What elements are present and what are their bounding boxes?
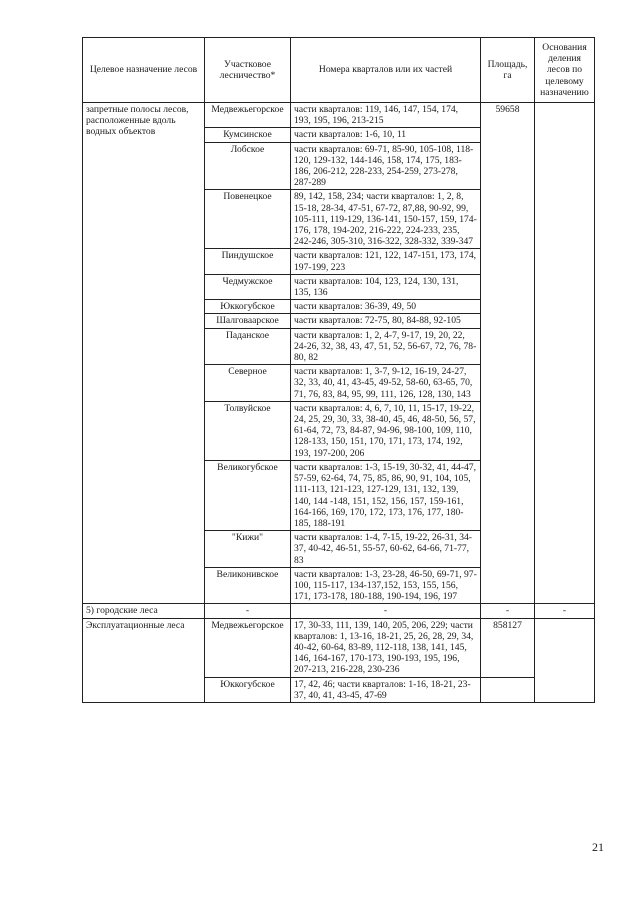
quarters-dash: - <box>291 604 481 618</box>
header-basis: Основания деления лесов по целевому назначению <box>535 38 595 103</box>
forestry-name: Чедмужское <box>205 274 291 299</box>
purpose-water-protection: запретные полосы лесов, расположенные вдоль водных объектов <box>83 103 205 604</box>
quarter-list: части кварталов: 1, 3-7, 9-12, 16-19, 24-27, 32, 33, 40, 41, 43-45, 49-52, 58-60, 63-65, 70, 71, 76, 83, 84, 95, 99, 111, 126, 128, 130, 143 <box>291 365 481 402</box>
quarter-list: части кварталов: 1-3, 15-19, 30-32, 41, 44-47, 57-59, 62-64, 74, 75, 85, 86, 90, 91, 104, 105, 111-113, 121-123, 127-129, 131, 132, 139, 140, 144 -148, 151, 152, 156, 157, 159-161, 164-166, 169, 170, 172, 173, 176, 177, 180-185, 188-191 <box>291 460 481 530</box>
quarter-list: части кварталов: 72-75, 80, 84-88, 92-105 <box>291 314 481 328</box>
forestry-name: Повенецкое <box>205 190 291 249</box>
purpose-exploitation: Эксплуатационные леса <box>83 618 205 702</box>
table-row <box>83 103 595 128</box>
quarter-list: части кварталов: 1, 2, 4-7, 9-17, 19, 20, 22, 24-26, 32, 38, 43, 47, 51, 52, 56-67, 72, 76, 78-80, 82 <box>291 328 481 365</box>
quarter-list: части кварталов: 36-39, 49, 50 <box>291 300 481 314</box>
forestry-name: Юккогубское <box>205 300 291 314</box>
forestry-name: Шалговаарское <box>205 314 291 328</box>
area-exploitation: 858127 <box>481 618 535 677</box>
quarter-list: части кварталов: 104, 123, 124, 130, 131, 135, 136 <box>291 274 481 299</box>
quarter-list: 17, 42, 46; части кварталов: 1-16, 18-21, 23-37, 40, 41, 43-45, 47-69 <box>291 677 481 702</box>
header-purpose: Целевое назначение лесов <box>83 38 205 103</box>
forestry-name: Кумсинское <box>205 128 291 142</box>
forestry-name: Толвуйское <box>205 401 291 460</box>
forestry-name: Паданское <box>205 328 291 365</box>
basis-dash: - <box>535 604 595 618</box>
forestry-name: "Кижи" <box>205 531 291 568</box>
table-row <box>83 618 595 677</box>
forest-purpose-table <box>82 37 595 703</box>
quarter-list: части кварталов: 121, 122, 147-151, 173, 174, 197-199, 223 <box>291 249 481 274</box>
area-dash: - <box>481 604 535 618</box>
quarter-list: части кварталов: 1-3, 23-28, 46-50, 69-71, 97-100, 115-117, 134-137,152, 153, 155, 156, 171, 173-178, 180-188, 190-194, 196, 197 <box>291 567 481 604</box>
header-area: Площадь, га <box>481 38 535 103</box>
forestry-name: Медвежьегорское <box>205 103 291 128</box>
forestry-name: Великогубское <box>205 460 291 530</box>
quarter-list: части кварталов: 4, 6, 7, 10, 11, 15-17, 19-22, 24, 25, 29, 30, 33, 38-40, 45, 46, 48-50, 56, 57, 61-64, 72, 73, 84-87, 94-96, 98-100, 109, 110, 128-133, 150, 151, 170, 171, 173, 174, 192, 193, 197-200, 206 <box>291 401 481 460</box>
area-water-protection: 59658 <box>481 103 535 604</box>
forestry-name: Лобское <box>205 142 291 190</box>
forestry-name: Великонивское <box>205 567 291 604</box>
quarter-list: части кварталов: 69-71, 85-90, 105-108, 118-120, 129-132, 144-146, 158, 174, 175, 183-186, 206-212, 228-233, 254-259, 273-278, 287-289 <box>291 142 481 190</box>
forestry-name: Медвежьегорское <box>205 618 291 677</box>
basis-cell <box>535 103 595 604</box>
quarter-list: 17, 30-33, 111, 139, 140, 205, 206, 229; части кварталов: 1, 13-16, 18-21, 25, 26, 28, 29, 34, 40-42, 60-64, 83-89, 112-118, 138, 141, 145, 146, 164-167, 170-173, 190-193, 195, 196, 207-213, 216-228, 230-236 <box>291 618 481 677</box>
forestry-dash: - <box>205 604 291 618</box>
header-forestry: Участковое лесничество* <box>205 38 291 103</box>
forestry-name: Пиндушское <box>205 249 291 274</box>
area-empty <box>481 677 535 702</box>
header-quarters: Номера кварталов или их частей <box>291 38 481 103</box>
table-row-city-forests <box>83 604 595 618</box>
table-header-row <box>83 38 595 103</box>
basis-cell <box>535 618 595 702</box>
quarter-list: части кварталов: 1-6, 10, 11 <box>291 128 481 142</box>
quarter-list: 89, 142, 158, 234; части кварталов: 1, 2, 8, 15-18, 28-34, 47-51, 67-72, 87,88, 90-92, 99, 105-111, 119-129, 136-141, 150-157, 159, 174-176, 178, 194-202, 216-222, 224-233, 235, 242-246, 305-310, 316-322, 328-332, 339-347 <box>291 190 481 249</box>
quarter-list: части кварталов: 119, 146, 147, 154, 174, 193, 195, 196, 213-215 <box>291 103 481 128</box>
quarter-list: части кварталов: 1-4, 7-15, 19-22, 26-31, 34-37, 40-42, 46-51, 55-57, 60-62, 64-66, 71-77, 83 <box>291 531 481 568</box>
forestry-name: Северное <box>205 365 291 402</box>
purpose-city-forests: 5) городские леса <box>83 604 205 618</box>
page-number: 21 <box>592 840 604 854</box>
forestry-name: Юккогубское <box>205 677 291 702</box>
